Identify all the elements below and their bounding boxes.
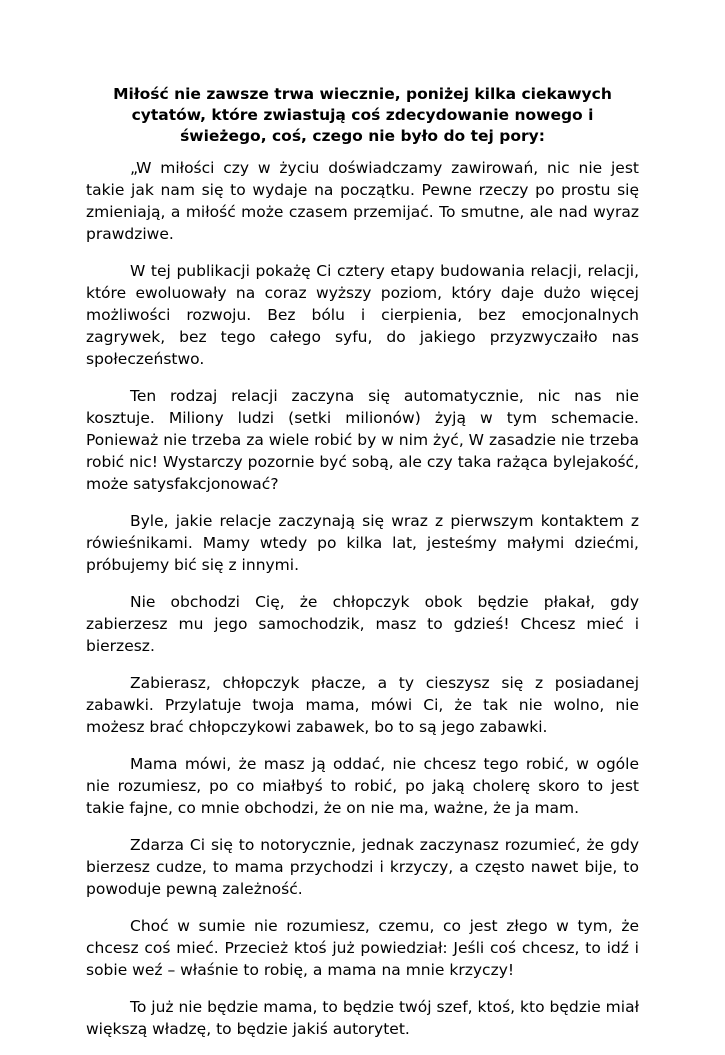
paragraph-10: To już nie będzie mama, to będzie twój szef, ktoś, kto będzie miał większą władzę, to będzie jakiś autorytet. bbox=[86, 998, 639, 1038]
paragraph-5: Nie obchodzi Cię, że chłopczyk obok będzie płakał, gdy zabierzesz mu jego samochodzik, masz to gdzieś! Chcesz mieć i bierzesz. bbox=[86, 593, 639, 655]
paragraph-3: Ten rodzaj relacji zaczyna się automatycznie, nic nas nie kosztuje. Miliony ludzi (setki milionów) żyją w tym schemacie. Ponieważ nie trzeba za wiele robić by w nim żyć, W zasadzie nie trzeba robić nic! Wystarczy pozornie być sobą, ale czy taka rażąca bylejakość, może satysfakcjonować? bbox=[86, 387, 639, 493]
paragraph-4: Byle, jakie relacje zaczynają się wraz z pierwszym kontaktem z rówieśnikami. Mamy wtedy po kilka lat, jesteśmy małymi dziećmi, próbujemy bić się z innymi. bbox=[86, 512, 639, 574]
paragraph-6: Zabierasz, chłopczyk płacze, a ty cieszysz się z posiadanej zabawki. Przylatuje twoja mama, mówi Ci, że tak nie wolno, nie możesz brać chłopczykowi zabawek, bo to są jego zabawki. bbox=[86, 674, 639, 736]
paragraph-8: Zdarza Ci się to notorycznie, jednak zaczynasz rozumieć, że gdy bierzesz cudze, to mama przychodzi i krzyczy, a często nawet bije, to powoduje pewną zależność. bbox=[86, 836, 639, 898]
document-title: Miłość nie zawsze trwa wiecznie, poniżej kilka ciekawych cytatów, które zwiastują coś zdecydowanie nowego i świeżego, coś, czego nie było do tej pory: bbox=[113, 85, 612, 145]
paragraph-1: „W miłości czy w życiu doświadczamy zawirowań, nic nie jest takie jak nam się to wydaje na początku. Pewne rzeczy po prostu się zmieniają, a miłość może czasem przemijać. To smutne, ale nad wyraz prawdziwe. bbox=[86, 159, 639, 243]
paragraph-2: W tej publikacji pokażę Ci cztery etapy budowania relacji, relacji, które ewoluowały na coraz wyższy poziom, który daje dużo więcej możliwości rozwoju. Bez bólu i cierpienia, bez emocjonalnych zagrywek, bez tego całego syfu, do jakiego przyzwyczaiło nas społeczeństwo. bbox=[86, 262, 639, 368]
paragraph-9: Choć w sumie nie rozumiesz, czemu, co jest złego w tym, że chcesz coś mieć. Przecież ktoś już powiedział: Jeśli coś chcesz, to idź i sobie weź – właśnie to robię, a mama na mnie krzyczy! bbox=[86, 917, 639, 979]
document-body bbox=[86, 157, 639, 1055]
paragraph-7: Mama mówi, że masz ją oddać, nie chcesz tego robić, w ogóle nie rozumiesz, po co miałbyś to robić, po jaką cholerę skoro to jest takie fajne, co mnie obchodzi, że on nie ma, ważne, że ja mam. bbox=[86, 755, 639, 817]
